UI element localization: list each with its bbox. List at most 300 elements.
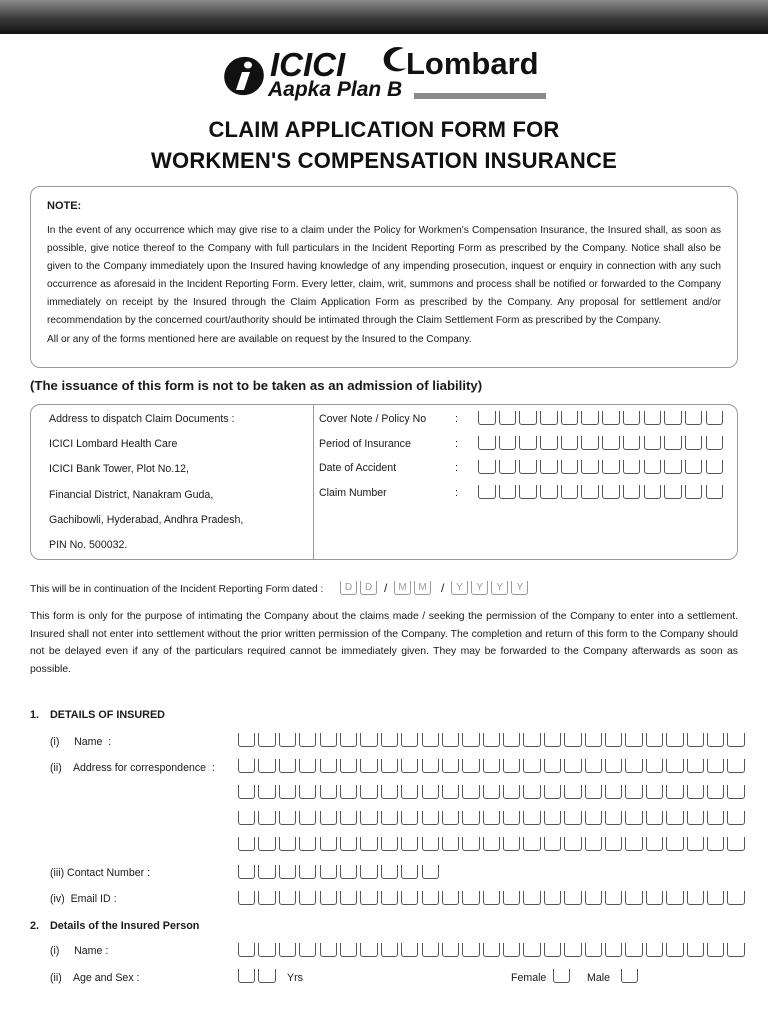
char-box	[687, 785, 704, 799]
char-box	[299, 759, 316, 773]
char-box	[707, 733, 724, 747]
char-box	[706, 436, 724, 450]
char-box	[646, 785, 663, 799]
box-divider	[313, 405, 314, 559]
char-box	[360, 811, 377, 825]
female-checkbox[interactable]	[553, 969, 573, 983]
char-box	[625, 733, 642, 747]
char-box	[540, 485, 558, 499]
char-box	[544, 943, 561, 957]
char-box	[238, 943, 255, 957]
char-box	[258, 811, 275, 825]
dispatch-address-line: Gachibowli, Hyderabad, Andhra Pradesh,	[49, 514, 244, 526]
char-box	[519, 460, 537, 474]
char-box	[625, 943, 642, 957]
claim-number-label: Claim Number	[319, 487, 387, 499]
char-box	[462, 759, 479, 773]
char-box	[258, 837, 275, 851]
char-box	[727, 785, 744, 799]
char-box	[519, 485, 537, 499]
char-box	[523, 733, 540, 747]
char-box	[442, 759, 459, 773]
char-box	[238, 733, 255, 747]
char-box	[381, 785, 398, 799]
date-separator: /	[384, 581, 388, 595]
char-box	[707, 785, 724, 799]
char-box	[360, 785, 377, 799]
char-box	[258, 733, 275, 747]
char-box	[561, 436, 579, 450]
char-box	[258, 759, 275, 773]
insured-contact-input[interactable]	[238, 865, 442, 879]
char-box	[646, 759, 663, 773]
form-title-line-1: CLAIM APPLICATION FORM FOR	[208, 117, 560, 142]
char-box	[646, 733, 663, 747]
char-box	[320, 733, 337, 747]
char-box	[687, 759, 704, 773]
char-box	[519, 436, 537, 450]
char-box	[602, 485, 620, 499]
date-box: Y	[471, 581, 488, 595]
char-box	[685, 460, 703, 474]
insured-address-input-4[interactable]	[238, 837, 748, 851]
insured-address-input-1[interactable]	[238, 759, 748, 773]
char-box	[687, 943, 704, 957]
char-box	[401, 891, 418, 905]
icici-i-logo-icon	[222, 52, 268, 98]
insured-email-label: (iv) Email ID :	[50, 893, 117, 905]
brand-primary: ICICI	[270, 46, 346, 83]
char-box	[727, 811, 744, 825]
dispatch-address-line: Address to dispatch Claim Documents :	[49, 413, 235, 425]
char-box	[238, 891, 255, 905]
char-box	[706, 485, 724, 499]
continuation-label: This will be in continuation of the Incident Reporting Form dated :	[30, 584, 324, 595]
char-box	[585, 943, 602, 957]
char-box	[621, 969, 638, 983]
brand-secondary: Lombard	[406, 46, 539, 81]
accident-date-label: Date of Accident	[319, 462, 397, 474]
char-box	[320, 811, 337, 825]
char-box	[602, 436, 620, 450]
char-box	[503, 943, 520, 957]
char-box	[519, 411, 537, 425]
char-box	[258, 943, 275, 957]
char-box	[561, 411, 579, 425]
char-box	[499, 460, 517, 474]
char-box	[401, 759, 418, 773]
continuation-date-day[interactable]	[340, 581, 380, 595]
section-1-heading: DETAILS OF INSURED	[50, 709, 165, 721]
char-box	[360, 733, 377, 747]
char-box	[544, 759, 561, 773]
char-box	[564, 811, 581, 825]
male-checkbox[interactable]	[621, 969, 641, 983]
char-box	[483, 785, 500, 799]
char-box	[646, 943, 663, 957]
char-box	[462, 785, 479, 799]
insured-address-input-3[interactable]	[238, 811, 748, 825]
char-box	[238, 837, 255, 851]
date-box: Y	[511, 581, 528, 595]
char-box	[340, 891, 357, 905]
char-box	[666, 785, 683, 799]
char-box	[523, 785, 540, 799]
char-box	[544, 837, 561, 851]
char-box	[442, 837, 459, 851]
char-box	[340, 865, 357, 879]
char-box	[625, 759, 642, 773]
age-input[interactable]	[238, 969, 279, 983]
char-box	[664, 485, 682, 499]
char-box	[544, 733, 561, 747]
insured-person-name-label: (i) Name :	[50, 945, 109, 957]
char-box	[553, 969, 570, 983]
char-box	[707, 759, 724, 773]
char-box	[478, 460, 496, 474]
female-label: Female	[511, 972, 547, 984]
char-box	[687, 837, 704, 851]
char-box	[483, 943, 500, 957]
char-box	[462, 891, 479, 905]
char-box	[585, 785, 602, 799]
char-box	[381, 943, 398, 957]
char-box	[727, 837, 744, 851]
char-box	[442, 891, 459, 905]
char-box	[360, 865, 377, 879]
char-box	[581, 411, 599, 425]
dispatch-address-line: ICICI Lombard Health Care	[49, 438, 178, 450]
continuation-date-year[interactable]	[451, 581, 531, 595]
note-body: In the event of any occurrence which may give rise to a claim under the Policy for Workmen's Compensation Insurance, the Insured shall, as soon as possible, give notice thereof to the Company with full particulars in the Incident Reporting Form as prescribed by the Company. Notice shall also be given to the Company immediately upon the Insured having knowledge of any impending prosecution, inquest or enquiry in connection with any such occurrence as aforesaid in the Incident Reporting Form. Every letter, claim, writ, summons and process shall be notified or forwarded to the Company immediately on receipt by the Insured through the Claim Application Form as prescribed by the Company. Any proposal for settlement and/or recommendation by the concerned court/authority should be intimated through the Claim Settlement Form as prescribed by the Company.	[47, 225, 721, 326]
char-box	[422, 811, 439, 825]
char-box	[238, 759, 255, 773]
date-box: M	[394, 581, 411, 595]
char-box	[320, 837, 337, 851]
char-box	[605, 733, 622, 747]
char-box	[685, 436, 703, 450]
char-box	[523, 837, 540, 851]
char-box	[422, 733, 439, 747]
char-box	[564, 759, 581, 773]
char-box	[561, 460, 579, 474]
char-box	[299, 943, 316, 957]
years-label: Yrs	[287, 972, 303, 984]
char-box	[340, 811, 357, 825]
char-box	[422, 837, 439, 851]
colon: :	[455, 487, 458, 499]
char-box	[585, 837, 602, 851]
company-logo	[222, 44, 552, 104]
char-box	[401, 785, 418, 799]
char-box	[299, 733, 316, 747]
char-box	[561, 485, 579, 499]
char-box	[462, 943, 479, 957]
char-box	[503, 733, 520, 747]
char-box	[462, 837, 479, 851]
char-box	[523, 759, 540, 773]
char-box	[685, 485, 703, 499]
char-box	[687, 733, 704, 747]
char-box	[503, 785, 520, 799]
char-box	[320, 865, 337, 879]
char-box	[544, 811, 561, 825]
char-box	[381, 865, 398, 879]
char-box	[685, 411, 703, 425]
char-box	[646, 891, 663, 905]
char-box	[664, 411, 682, 425]
char-box	[646, 837, 663, 851]
char-box	[499, 436, 517, 450]
char-box	[644, 485, 662, 499]
address-policy-box	[30, 404, 738, 560]
char-box	[706, 411, 724, 425]
char-box	[540, 436, 558, 450]
char-box	[687, 811, 704, 825]
char-box	[320, 785, 337, 799]
char-box	[666, 891, 683, 905]
char-box	[478, 485, 496, 499]
char-box	[544, 891, 561, 905]
char-box	[299, 811, 316, 825]
char-box	[644, 436, 662, 450]
colon: :	[455, 462, 458, 474]
char-box	[625, 837, 642, 851]
char-box	[238, 865, 255, 879]
char-box	[422, 759, 439, 773]
insured-contact-label: (iii) Contact Number :	[50, 867, 151, 879]
char-box	[320, 891, 337, 905]
char-box	[442, 733, 459, 747]
char-box	[623, 460, 641, 474]
char-box	[422, 865, 439, 879]
char-box	[564, 837, 581, 851]
tagline: Aapka Plan B	[268, 78, 403, 101]
char-box	[706, 460, 724, 474]
char-box	[666, 811, 683, 825]
char-box	[666, 837, 683, 851]
char-box	[602, 460, 620, 474]
age-sex-label: (ii) Age and Sex :	[50, 972, 140, 984]
char-box	[664, 460, 682, 474]
continuation-date-month[interactable]	[394, 581, 434, 595]
insured-email-input[interactable]	[238, 891, 748, 905]
intro-paragraph: This form is only for the purpose of intimating the Company about the claims made / seeking the permission of the Company to enter into a settlement. Insured shall not enter into settlement without the prior written permission of the Company. The completion and return of this form to the Company should not be delayed even if any of the particulars required cannot be immediately given. They may be forwarded to the Company afterwards as soon as possible.	[30, 611, 738, 675]
char-box	[503, 811, 520, 825]
char-box	[585, 759, 602, 773]
char-box	[401, 943, 418, 957]
section-2-heading: Details of the Insured Person	[50, 920, 200, 932]
char-box	[340, 785, 357, 799]
period-label: Period of Insurance	[319, 438, 411, 450]
char-box	[623, 411, 641, 425]
char-box	[381, 811, 398, 825]
char-box	[605, 891, 622, 905]
char-box	[258, 969, 275, 983]
char-box	[381, 759, 398, 773]
char-box	[340, 733, 357, 747]
char-box	[299, 837, 316, 851]
policy-number-input[interactable]	[478, 411, 726, 425]
char-box	[644, 460, 662, 474]
char-box	[602, 411, 620, 425]
char-box	[340, 943, 357, 957]
accident-date-input[interactable]	[478, 460, 726, 474]
insured-address-label: (ii) Address for correspondence :	[50, 762, 215, 774]
insured-name-label: (i) Name :	[50, 736, 112, 748]
char-box	[605, 837, 622, 851]
issuance-disclaimer: (The issuance of this form is not to be taken as an admission of liability)	[30, 378, 483, 393]
form-title-line-2: WORKMEN'S COMPENSATION INSURANCE	[151, 148, 617, 173]
date-box: Y	[451, 581, 468, 595]
char-box	[401, 865, 418, 879]
char-box	[238, 785, 255, 799]
char-box	[483, 891, 500, 905]
char-box	[478, 436, 496, 450]
char-box	[727, 733, 744, 747]
char-box	[238, 811, 255, 825]
char-box	[581, 460, 599, 474]
char-box	[581, 485, 599, 499]
insured-name-input[interactable]	[238, 733, 748, 747]
note-box	[30, 186, 738, 368]
char-box	[564, 733, 581, 747]
char-box	[503, 759, 520, 773]
section-2-number: 2.	[30, 920, 40, 932]
char-box	[664, 436, 682, 450]
char-box	[279, 891, 296, 905]
char-box	[442, 811, 459, 825]
char-box	[279, 759, 296, 773]
char-box	[585, 811, 602, 825]
top-banner	[0, 0, 768, 34]
dispatch-address-line: ICICI Bank Tower, Plot No.12,	[49, 463, 189, 475]
char-box	[360, 943, 377, 957]
char-box	[564, 891, 581, 905]
char-box	[666, 943, 683, 957]
char-box	[320, 759, 337, 773]
char-box	[605, 943, 622, 957]
char-box	[499, 411, 517, 425]
date-box: D	[340, 581, 357, 595]
char-box	[483, 837, 500, 851]
section-1-number: 1.	[30, 709, 40, 721]
char-box	[483, 733, 500, 747]
char-box	[299, 865, 316, 879]
char-box	[360, 837, 377, 851]
tagline-bar	[414, 93, 546, 99]
char-box	[422, 943, 439, 957]
char-box	[666, 759, 683, 773]
char-box	[707, 837, 724, 851]
char-box	[258, 865, 275, 879]
char-box	[625, 811, 642, 825]
char-box	[623, 436, 641, 450]
char-box	[625, 785, 642, 799]
char-box	[299, 891, 316, 905]
char-box	[258, 891, 275, 905]
char-box	[727, 891, 744, 905]
char-box	[605, 759, 622, 773]
char-box	[605, 785, 622, 799]
char-box	[564, 943, 581, 957]
char-box	[381, 733, 398, 747]
dispatch-address-line: Financial District, Nanakram Guda,	[49, 489, 214, 501]
char-box	[279, 837, 296, 851]
char-box	[687, 891, 704, 905]
date-box: D	[360, 581, 377, 595]
male-label: Male	[587, 972, 610, 984]
char-box	[422, 891, 439, 905]
dispatch-address-line: PIN No. 500032.	[49, 539, 128, 551]
char-box	[623, 485, 641, 499]
note-heading: NOTE:	[47, 200, 82, 212]
char-box	[503, 837, 520, 851]
char-box	[644, 411, 662, 425]
char-box	[381, 891, 398, 905]
char-box	[625, 891, 642, 905]
claim-number-input[interactable]	[478, 485, 726, 499]
char-box	[483, 759, 500, 773]
char-box	[401, 811, 418, 825]
insured-address-input-2[interactable]	[238, 785, 748, 799]
char-box	[707, 891, 724, 905]
char-box	[360, 891, 377, 905]
char-box	[279, 865, 296, 879]
char-box	[523, 891, 540, 905]
char-box	[523, 811, 540, 825]
char-box	[605, 811, 622, 825]
period-input[interactable]	[478, 436, 726, 450]
char-box	[279, 943, 296, 957]
char-box	[707, 811, 724, 825]
cover-note-label: Cover Note / Policy No	[319, 413, 427, 425]
char-box	[360, 759, 377, 773]
colon: :	[455, 438, 458, 450]
char-box	[401, 837, 418, 851]
char-box	[727, 759, 744, 773]
char-box	[381, 837, 398, 851]
char-box	[540, 411, 558, 425]
char-box	[585, 891, 602, 905]
char-box	[462, 733, 479, 747]
char-box	[564, 785, 581, 799]
char-box	[540, 460, 558, 474]
char-box	[544, 785, 561, 799]
char-box	[581, 436, 599, 450]
char-box	[340, 837, 357, 851]
char-box	[646, 811, 663, 825]
char-box	[320, 943, 337, 957]
char-box	[478, 411, 496, 425]
char-box	[585, 733, 602, 747]
char-box	[258, 785, 275, 799]
char-box	[442, 785, 459, 799]
char-box	[279, 785, 296, 799]
char-box	[340, 759, 357, 773]
char-box	[503, 891, 520, 905]
insured-person-name-input[interactable]	[238, 943, 748, 957]
date-box: Y	[491, 581, 508, 595]
note-footer: All or any of the forms mentioned here are available on request by the Insured to the Company.	[47, 334, 472, 346]
char-box	[666, 733, 683, 747]
date-separator: /	[441, 581, 445, 595]
char-box	[523, 943, 540, 957]
char-box	[401, 733, 418, 747]
char-box	[299, 785, 316, 799]
char-box	[442, 943, 459, 957]
char-box	[279, 811, 296, 825]
